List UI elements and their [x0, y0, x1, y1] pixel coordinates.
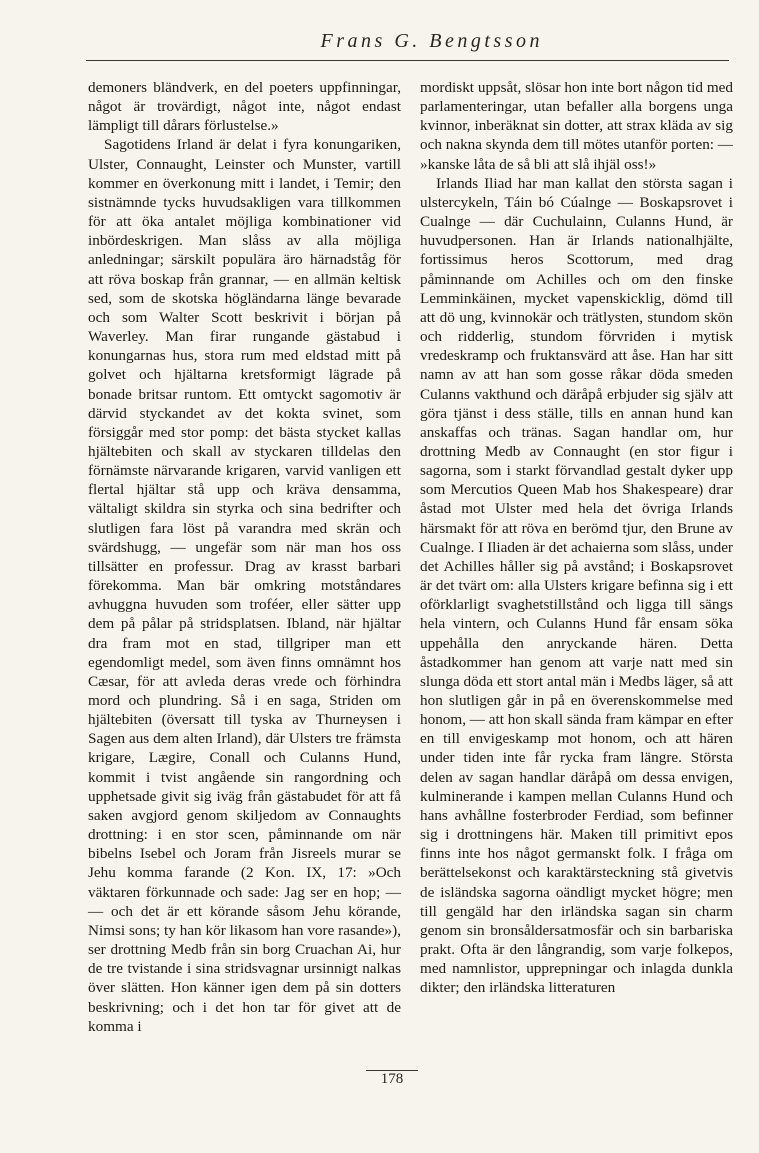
left-paragraph-2: Sagotidens Irland är delat i fyra konungariken, Ulster, Connaught, Leinster och Munster, vartill kommer en överkonung mitt i landet, i Temir; den sistnämnde tycks huvudsakligen vara tillkommen för att öka antalet möjliga kombinationer vid inbördeskrigen. Man slåss av alla möjliga anledningar; särskilt populära äro härnadståg för att röva boskap från grannar, — en allmän keltisk sed, som de skotska högländarna länge bevarade och som Walter Scott beskrivit i början på Waverley. Man firar rungande gästabud i konungarnas hus, stora rum med eldstad mitt på golvet och hjältarna kretsformigt lägrade på bonade britsar runtom. Ett omtyckt sagomotiv är därvid styckandet av det kokta svinet, som försiggår med stor pomp: det bästa stycket kallas hjältebiten och skall av styckaren tilldelas den förnämste närvarande krigaren, varvid vanligen ett flertal hjältar stå upp och kräva densamma, vältaligt skildra sin styrka och sina bedrifter och slutligen fara löst på varandra med skrän och svärdshugg, — ungefär som när man hos oss tillsätter en professur. Drag av krasst barbari förekomma. Man bär omkring motståndares avhuggna huvuden som troféer, eller sätter upp dem på pålar på stridsplatsen. Ibland, när hjältar dra fram mot en stad, tillgriper man ett egendomligt medel, som även finns omnämnt hos Cæsar, för att avleda deras vrede och förhindra mord och plundring. Så i en saga, Striden om hjältebiten (översatt till tyska av Thurneysen i Sagen aus dem alten Irland), där Ulsters tre främsta krigare, Lægire, Conall och Culanns Hund, kommit i tvist angående sin rangordning och upphetsade givit sig iväg från gästabudet för att få saken avgjord genom skiljedom av Connaughts drottning: i en stor scen, påminnande om när bibelns Isebel och Joram från Jisreels murar se Jehu komma farande (2 Kon. IX, 17: »Och väktaren förkunnade och sade: Jag ser en hop; — — och det är ett körande såsom Jehu körande, Nimsi sons; ty han kör likasom han vore rasande»), ser drottning Medb från sin borg Cruachan Ai, hur de tre tvistande i sina stridsvagnar ursinnigt nalkas över slätten. Hon känner igen dem på sin dotters beskrivning; och i det hon tar för givet att de komma i	[88, 136, 401, 1035]
header-title: Frans G. Bengtsson	[320, 30, 543, 52]
right-paragraph-1: mordiskt uppsåt, slösar hon inte bort någon tid med parlamenteringar, utan befaller alla borgens unga kvinnor, inberäknat sin dotter, att strax kläda av sig och nakna skynda dem till mötes utanför porten: — »kanske låta de så bli att slå ihjäl oss!»	[420, 79, 733, 173]
left-paragraph-1: demoners bländverk, en del poeters uppfinningar, något är trovärdigt, något inte, något endast lämpligt till dårars förlustelse.»	[88, 79, 401, 135]
left-column	[88, 78, 401, 1036]
right-column	[420, 78, 733, 998]
right-paragraph-2: Irlands Iliad har man kallat den största sagan i ulstercykeln, Táin bó Cúalnge — Boskapsrovet i Cualnge — där Cuchulainn, Culanns Hund, är huvudpersonen. Han är Irlands nationalhjälte, fortissimus heros Scottorum, med drag påminnande om Achilles och om den finske Lemminkäinen, mycket vapenskicklig, dömd till att dö ung, kvinnokär och trätlysten, stundom skön och ridderlig, stundom förvriden i mytisk vredeskramp och fruktansvärd att åse. Han har sitt namn av att han som gosse råkar döda smeden Culanns vakthund och däråpå erbjuder sig själv att göra tjänst i dess ställe, tills en annan hund kan anskaffas och tränas. Sagan handlar om, hur drottning Medb av Connaught (en stor figur i sagorna, som i starkt förvandlad gestalt dyker upp som Mercutios Queen Mab hos Shakespeare) drar åstad mot Ulster med hela det övriga Irlands härsmakt för att röva en berömd tjur, den Brune av Cualnge. I Iliaden är det achaierna som slåss, under det Achilles håller sig på avstånd; i Boskapsrovet är det tvärt om: alla Ulsters krigare befinna sig i ett oförklarligt svaghetstillstånd och ligga till sängs hela vintern, och Culanns Hund får ensam söka uppehålla den anryckande hären. Detta åstadkommer han genom att varje natt med sin slunga döda ett stort antal män i Medbs läger, så att hon slutligen går in på en överenskommelse med honom, — att hon skall sända fram kämpar en efter en till envigeskamp mot honom, och att hären under tiden inte får rycka fram längre. Största delen av sagan handlar däråpå om dessa envigen, kulminerande i kampen mellan Culanns Hund och hans avhållne fosterbroder Ferdiad, som befinner sig i drottningens här. Maken till primitivt epos finns inte hos något germanskt folk. I fråga om berättelsekonst och karaktärsteckning stå givetvis de isländska sagorna oändligt mycket högre; men till gengäld har den irländska sagan sin charm genom sin bronsåldersatmosfär och sin barbariska prakt. Ofta är den långrandig, som varje folkepos, med namnlistor, upprepningar och inlagda dunkla dikter; den irländska litteraturen	[420, 174, 733, 997]
page-number: 178	[380, 1071, 404, 1087]
running-header	[86, 26, 729, 61]
